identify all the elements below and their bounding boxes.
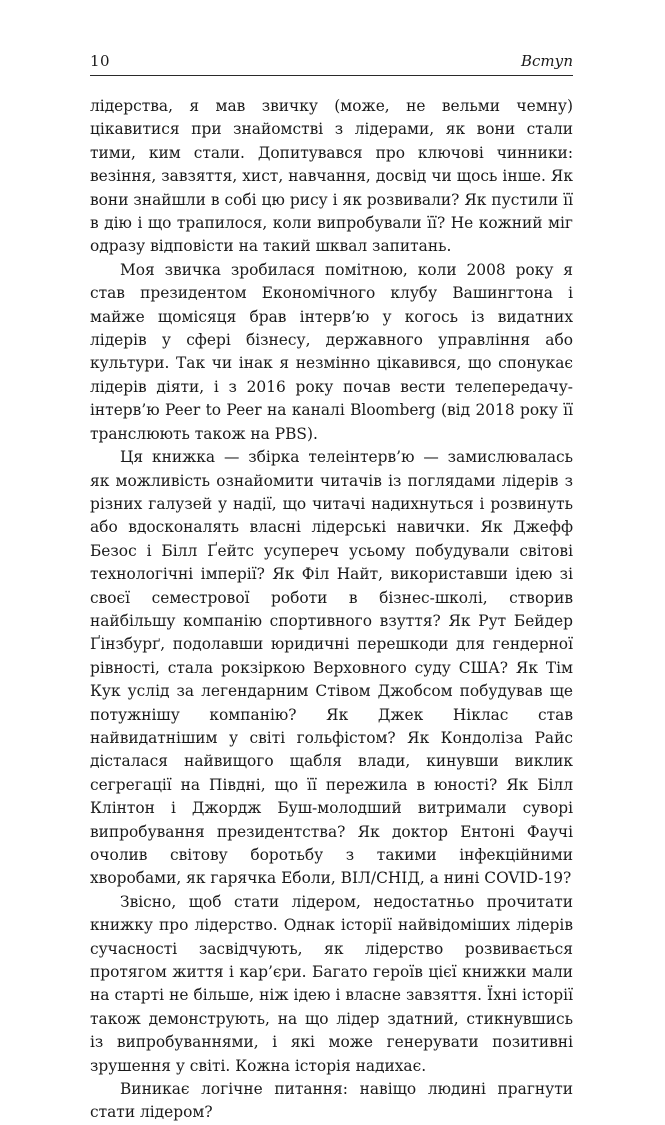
paragraph: Ця книжка — збірка телеінтерв’ю — замислювалась як можливість ознайомити читачів із поглядами лідерів з різних галузей у надії, що читачі надихнуться і розвинуть або вдосконалять власні лідерські навички. Як Джефф Безос і Білл Ґейтс усупереч усьому побудували світові технологічні імперії? Як Філ Найт, використавши ідею зі своєї семестрової роботи в бізнес-школі, створив найбільшу компанію спортивного взуття? Як Рут Бейдер Ґінзбурґ, подолавши юридичні перешкоди для гендерної рівності, стала рокзіркою Верховного суду США? Як Тім Кук услід за легендарним Стівом Джобсом побудував ще потужнішу компанію? Як Джек Ніклас став найвидатнішим у світі гольфістом? Як Кондоліза Райс дісталася найвищого щабля влади, кинувши виклик сегрегації на Півдні, що її пережила в юності? Як Білл Клінтон і Джордж Буш-молодший витримали суворі випробування президентства? Як доктор Ентоні Фаучі очолив світову боротьбу з такими інфекційними хворобами, як гарячка Еболи, ВІЛ/СНІД, а нині COVID-19? xyxy=(90,448,573,888)
header-rule xyxy=(90,75,573,76)
paragraph: Звісно, щоб стати лідером, недостатньо прочитати книжку про лідерство. Однак історії найвідоміших лідерів сучасності засвідчують, як лідерство розвивається протягом життя і кар’єри. Багато героїв цієї книжки мали на старті не більше, ніж ідею і власне завзяття. Їхні історії також демонструють, на що лідер здатний, стикнувшись із випробуваннями, і які може генерувати позитивні зрушення у світі. Кожна історія надихає. xyxy=(90,892,573,1075)
page-header xyxy=(90,44,573,70)
paragraph: Моя звичка зробилася помітною, коли 2008 року я став президентом Економічного клубу Вашингтона і майже щомісяця брав інтерв’ю у когось із видатних лідерів у сфері бізнесу, державного управління або культури. Так чи інак я незмінно цікавився, що спонукає лідерів діяти, і з 2016 року почав вести телепередачу-інтерв’ю Peer to Peer на каналі Bloomberg (від 2018 року її транслюють також на PBS). xyxy=(90,260,573,443)
paragraph: лідерства, я мав звичку (може, не вельми чемну) цікавитися при знайомстві з лідерами, як вони стали тими, ким стали. Допитувався про ключові чинники: везіння, завзяття, хист, навчання, досвід чи щось інше. Як вони знайшли в собі цю рису і як розвивали? Як пустили її в дію і що трапилося, коли випробували її? Не кожний міг одразу відповісти на такий шквал запитань. xyxy=(90,97,573,256)
body-text xyxy=(90,95,573,1125)
running-head: Вступ xyxy=(520,52,573,70)
page-number: 10 xyxy=(90,52,111,70)
paragraph: Виникає логічне питання: навіщо людині прагнути стати лідером? xyxy=(90,1080,573,1122)
